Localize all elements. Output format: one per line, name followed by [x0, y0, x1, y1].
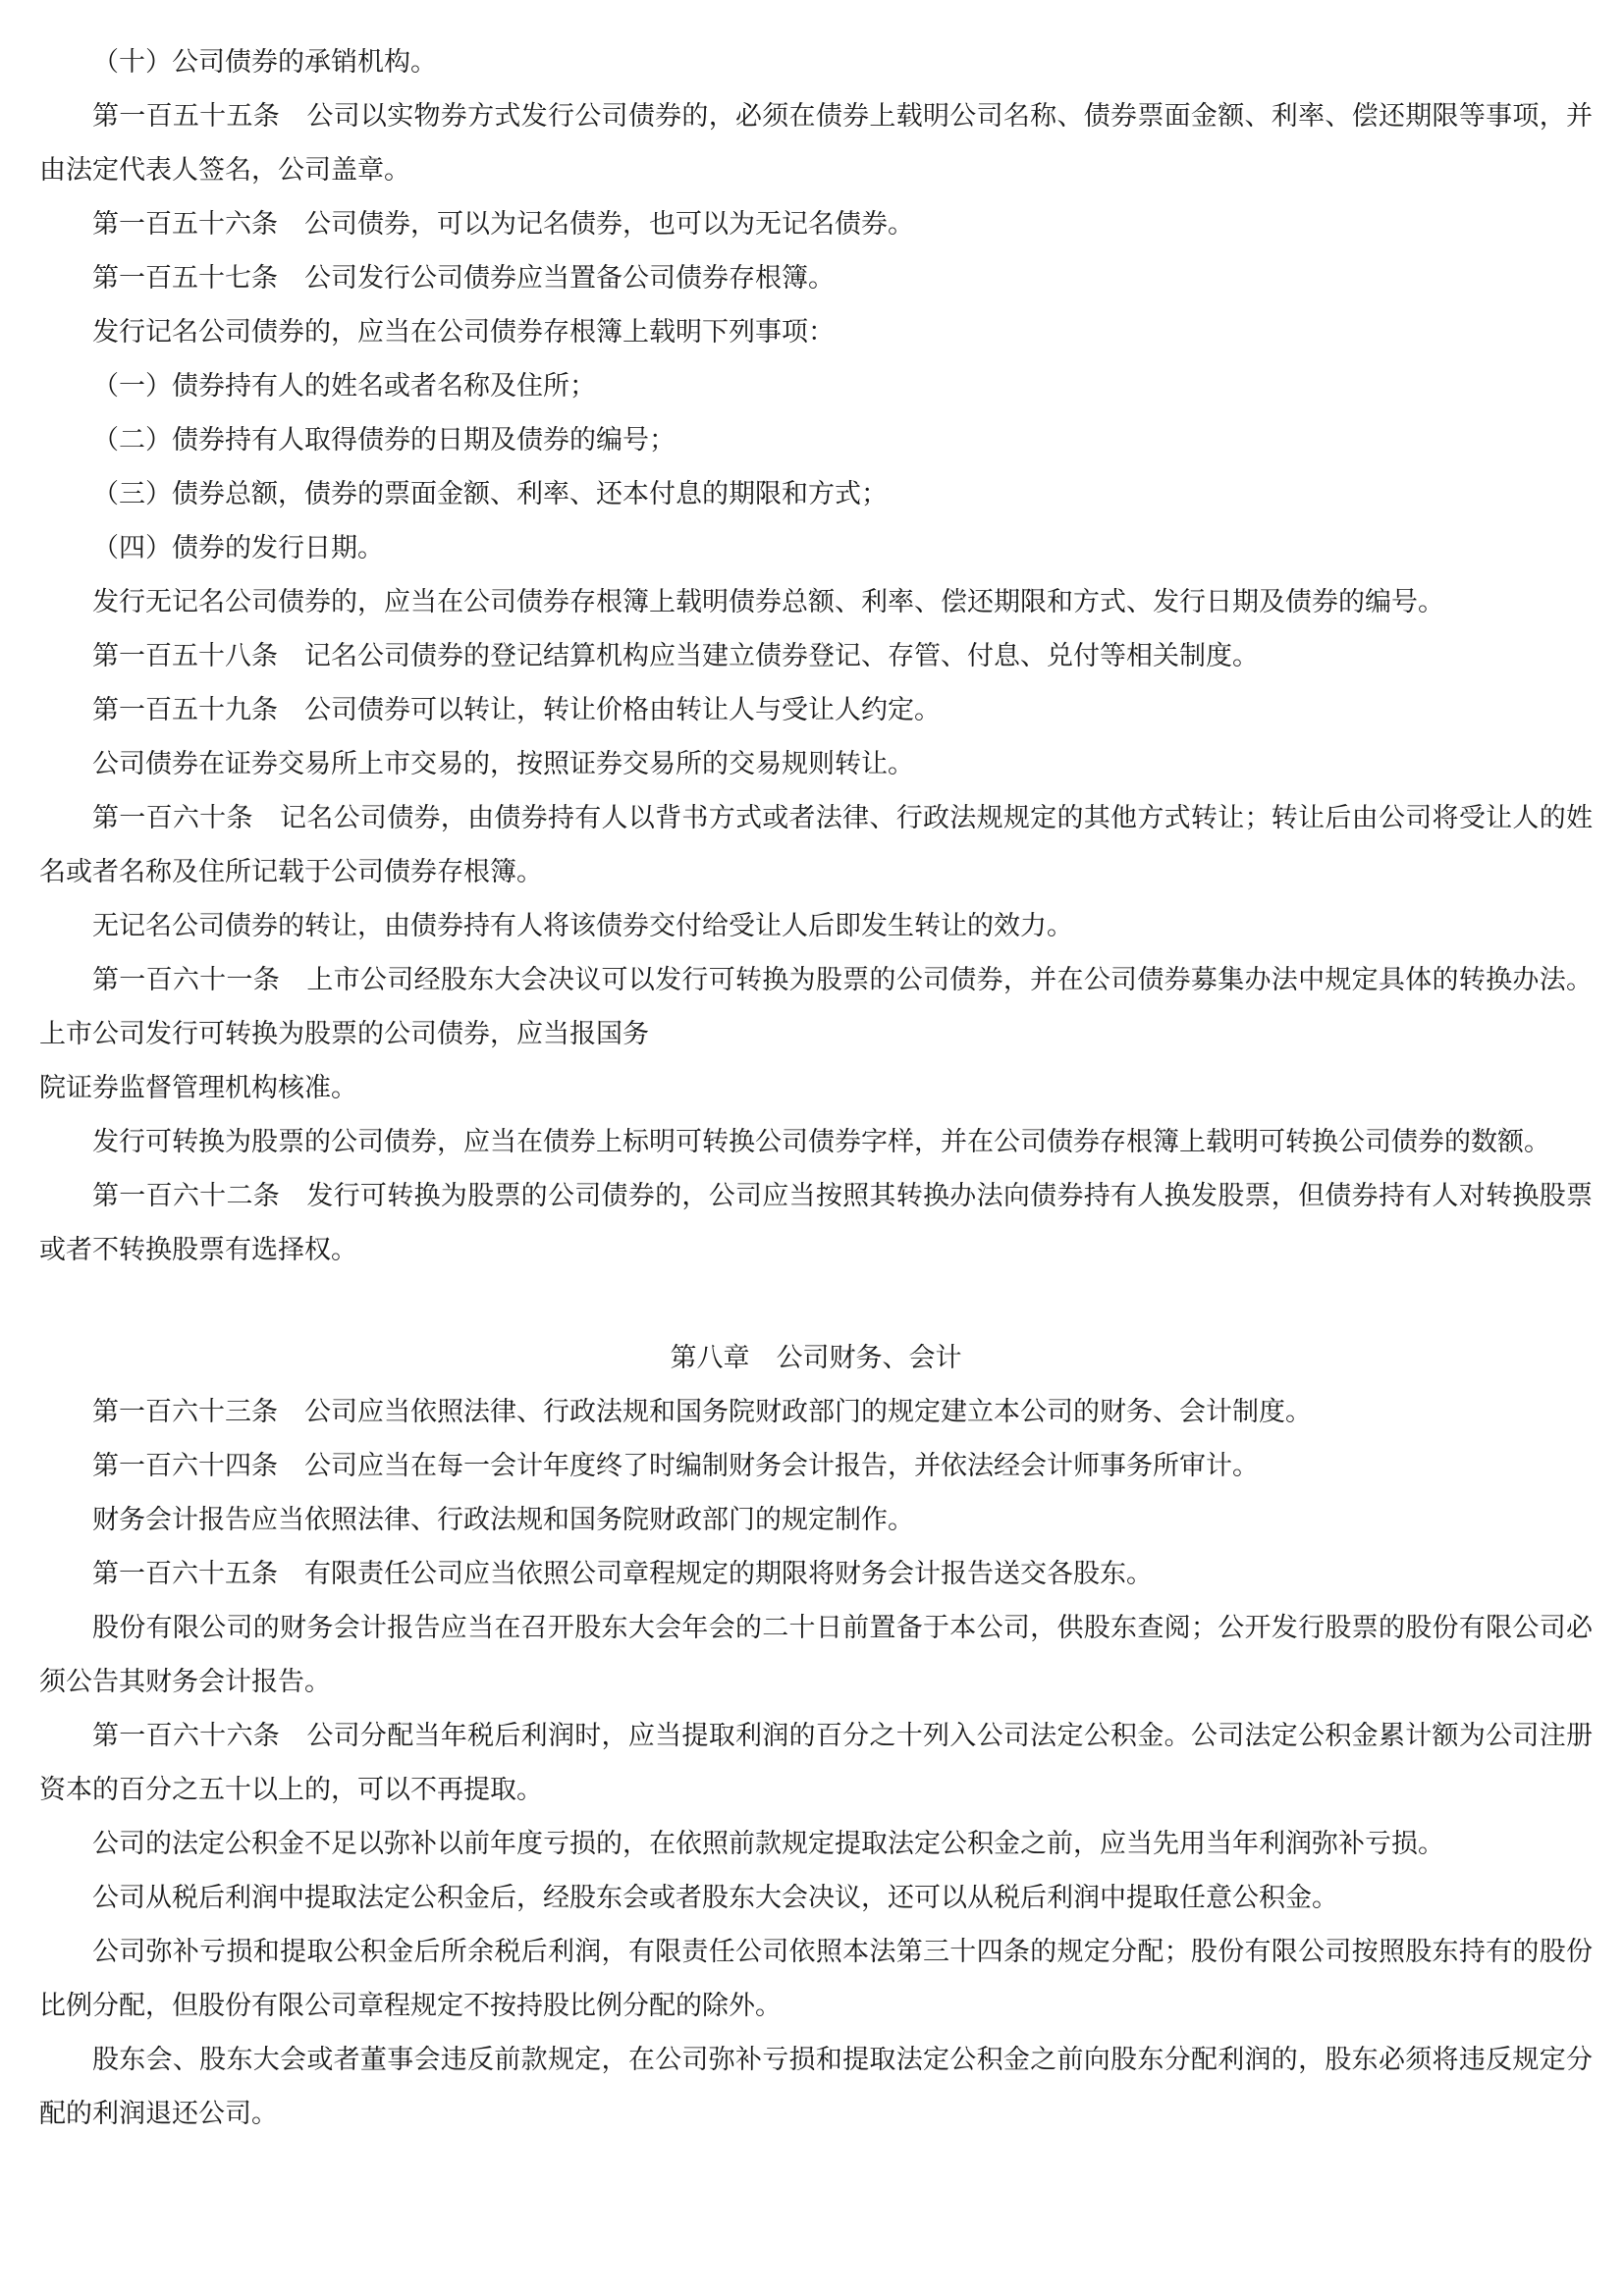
article-161: 第一百六十一条 上市公司经股东大会决议可以发行可转换为股票的公司债券，并在公司债券募集办法中规定具体的转换办法。上市公司发行可转换为股票的公司债券，应当报国务	[39, 965, 1593, 1049]
item-10-underwriter: （十）公司债券的承销机构。	[92, 47, 437, 78]
article-161-continuation: 院证券监督管理机构核准。	[39, 1073, 357, 1103]
article-165-paragraph-2: 股份有限公司的财务会计报告应当在召开股东大会年会的二十日前置备于本公司，供股东查阅；公开发行股票的股份有限公司必须公告其财务会计报告。	[39, 1613, 1593, 1697]
article-164-paragraph-2: 财务会计报告应当依照法律、行政法规和国务院财政部门的规定制作。	[92, 1505, 914, 1535]
document-page	[39, 35, 1593, 2141]
article-156: 第一百五十六条 公司债券，可以为记名债券，也可以为无记名债券。	[92, 209, 914, 240]
article-157-item-1: （一）债券持有人的姓名或者名称及住所；	[92, 371, 596, 401]
article-157-paragraph-2: 发行记名公司债券的，应当在公司债券存根簿上载明下列事项：	[92, 317, 835, 347]
article-165: 第一百六十五条 有限责任公司应当依照公司章程规定的期限将财务会计报告送交各股东。	[92, 1559, 1153, 1589]
chapter-heading: 第八章 公司财务、会计	[670, 1343, 962, 1373]
article-162: 第一百六十二条 发行可转换为股票的公司债券的，公司应当按照其转换办法向债券持有人换发股票，但债券持有人对转换股票或者不转换股票有选择权。	[39, 1181, 1593, 1265]
article-157-paragraph-3: 发行无记名公司债券的，应当在公司债券存根簿上载明债券总额、利率、偿还期限和方式、发行日期及债券的编号。	[92, 587, 1444, 617]
article-157-item-4: （四）债券的发行日期。	[92, 533, 384, 563]
article-166-paragraph-2: 公司的法定公积金不足以弥补以前年度亏损的，在依照前款规定提取法定公积金之前，应当先用当年利润弥补亏损。	[92, 1829, 1444, 1859]
article-166-paragraph-5: 股东会、股东大会或者董事会违反前款规定，在公司弥补亏损和提取法定公积金之前向股东分配利润的，股东必须将违反规定分配的利润退还公司。	[39, 2045, 1593, 2129]
article-164: 第一百六十四条 公司应当在每一会计年度终了时编制财务会计报告，并依法经会计师事务所审计。	[92, 1451, 1259, 1481]
article-159-paragraph-2: 公司债券在证券交易所上市交易的，按照证券交易所的交易规则转让。	[92, 749, 914, 779]
article-166-paragraph-4: 公司弥补亏损和提取公积金后所余税后利润，有限责任公司依照本法第三十四条的规定分配；股份有限公司按照股东持有的股份比例分配，但股份有限公司章程规定不按持股比例分配的除外。	[39, 1937, 1593, 2021]
article-159: 第一百五十九条 公司债券可以转让，转让价格由转让人与受让人约定。	[92, 695, 941, 725]
article-158: 第一百五十八条 记名公司债券的登记结算机构应当建立债券登记、存管、付息、兑付等相关制度。	[92, 641, 1259, 671]
article-166: 第一百六十六条 公司分配当年税后利润时，应当提取利润的百分之十列入公司法定公积金。公司法定公积金累计额为公司注册资本的百分之五十以上的，可以不再提取。	[39, 1721, 1593, 1805]
article-163: 第一百六十三条 公司应当依照法律、行政法规和国务院财政部门的规定建立本公司的财务、会计制度。	[92, 1397, 1312, 1427]
article-160-paragraph-2: 无记名公司债券的转让，由债券持有人将该债券交付给受让人后即发生转让的效力。	[92, 911, 1073, 941]
article-157-item-3: （三）债券总额，债券的票面金额、利率、还本付息的期限和方式；	[92, 479, 888, 509]
article-155: 第一百五十五条 公司以实物券方式发行公司债券的，必须在债券上载明公司名称、债券票面金额、利率、偿还期限等事项，并由法定代表人签名，公司盖章。	[39, 101, 1593, 186]
article-157: 第一百五十七条 公司发行公司债券应当置备公司债券存根簿。	[92, 263, 835, 294]
article-160: 第一百六十条 记名公司债券，由债券持有人以背书方式或者法律、行政法规规定的其他方式转让；转让后由公司将受让人的姓名或者名称及住所记载于公司债券存根簿。	[39, 803, 1593, 887]
article-166-paragraph-3: 公司从税后利润中提取法定公积金后，经股东会或者股东大会决议，还可以从税后利润中提取任意公积金。	[92, 1883, 1338, 1913]
article-161-paragraph-2: 发行可转换为股票的公司债券，应当在债券上标明可转换公司债券字样，并在公司债券存根簿上载明可转换公司债券的数额。	[92, 1127, 1550, 1157]
article-157-item-2: （二）债券持有人取得债券的日期及债券的编号；	[92, 425, 676, 455]
